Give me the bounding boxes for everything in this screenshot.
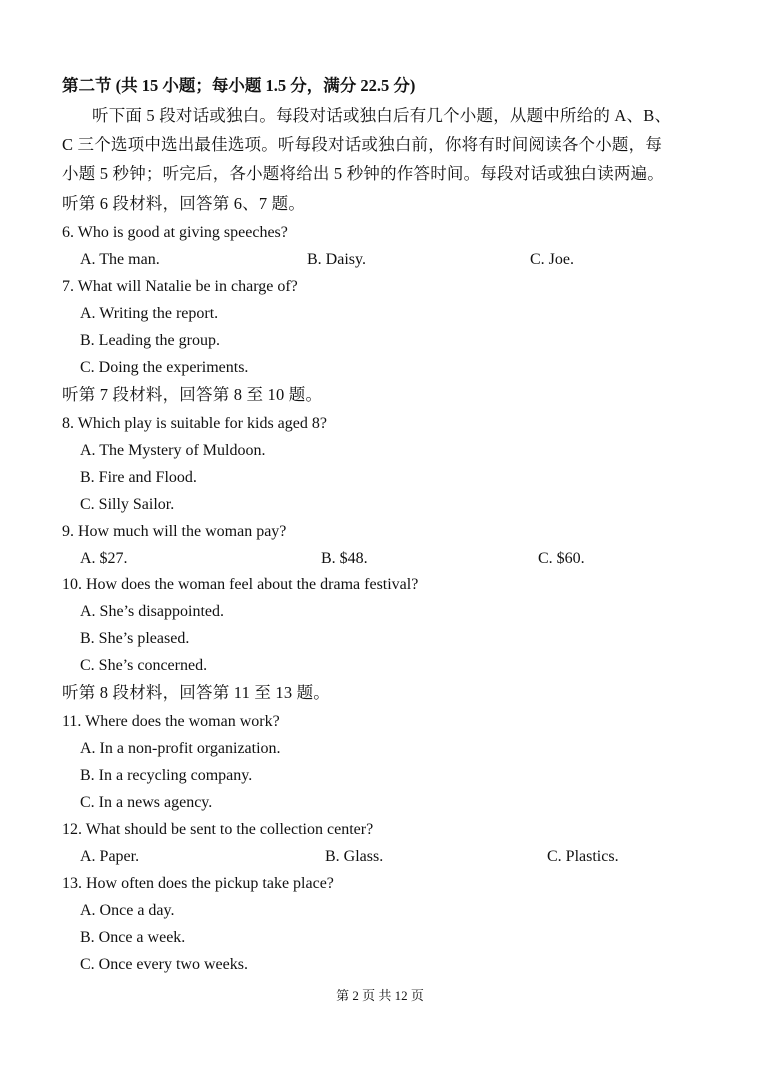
question-11-stem: 11. Where does the woman work? [62, 713, 280, 730]
question-8-stem: 8. Which play is suitable for kids aged 8? [62, 415, 327, 432]
question-10-option-a: A. She’s disappointed. [80, 603, 224, 620]
question-13-option-a: A. Once a day. [80, 902, 175, 919]
question-12-option-b: B. Glass. [325, 848, 384, 865]
question-9-option-a: A. $27. [80, 550, 128, 567]
instructions-line-3: 小题 5 秒钟；听完后，各小题将给出 5 秒钟的作答时间。每段对话或独白读两遍。 [62, 164, 664, 183]
question-8-option-a: A. The Mystery of Muldoon. [80, 442, 266, 459]
section-heading: 第二节 (共 15 小题；每小题 1.5 分，满分 22.5 分) [62, 76, 416, 95]
question-10-option-b: B. She’s pleased. [80, 630, 190, 647]
question-12-stem: 12. What should be sent to the collection center? [62, 821, 374, 838]
instructions-line-2: C 三个选项中选出最佳选项。听每段对话或独白前，你将有时间阅读各个小题，每 [62, 135, 663, 154]
question-7-stem: 7. What will Natalie be in charge of? [62, 278, 298, 295]
question-6-stem: 6. Who is good at giving speeches? [62, 224, 288, 241]
question-7-option-a: A. Writing the report. [80, 305, 219, 322]
question-8-option-c: C. Silly Sailor. [80, 496, 175, 513]
question-6-option-c: C. Joe. [530, 251, 574, 268]
question-11-option-a: A. In a non-profit organization. [80, 740, 281, 757]
group-label-6: 听第 6 段材料，回答第 6、7 题。 [62, 194, 306, 213]
question-9-stem: 9. How much will the woman pay? [62, 523, 287, 540]
question-11-option-c: C. In a news agency. [80, 794, 213, 811]
group-label-8: 听第 8 段材料，回答第 11 至 13 题。 [62, 683, 330, 702]
question-7-option-b: B. Leading the group. [80, 332, 220, 349]
question-6-option-b: B. Daisy. [307, 251, 366, 268]
question-13-option-b: B. Once a week. [80, 929, 186, 946]
question-9-option-c: C. $60. [538, 550, 585, 567]
question-6-option-a: A. The man. [80, 251, 160, 268]
question-10-stem: 10. How does the woman feel about the drama festival? [62, 576, 419, 593]
group-label-7: 听第 7 段材料，回答第 8 至 10 题。 [62, 385, 323, 404]
question-7-option-c: C. Doing the experiments. [80, 359, 249, 376]
question-11-option-b: B. In a recycling company. [80, 767, 253, 784]
question-13-option-c: C. Once every two weeks. [80, 956, 248, 973]
page-number-footer: 第 2 页 共 12 页 [336, 988, 424, 1003]
question-12-option-a: A. Paper. [80, 848, 140, 865]
instructions-line-1: 听下面 5 段对话或独白。每段对话或独白后有几个小题，从题中所给的 A、B、 [92, 106, 672, 125]
question-8-option-b: B. Fire and Flood. [80, 469, 197, 486]
question-10-option-c: C. She’s concerned. [80, 657, 208, 674]
question-12-option-c: C. Plastics. [547, 848, 619, 865]
question-9-option-b: B. $48. [321, 550, 368, 567]
question-13-stem: 13. How often does the pickup take place? [62, 875, 334, 892]
